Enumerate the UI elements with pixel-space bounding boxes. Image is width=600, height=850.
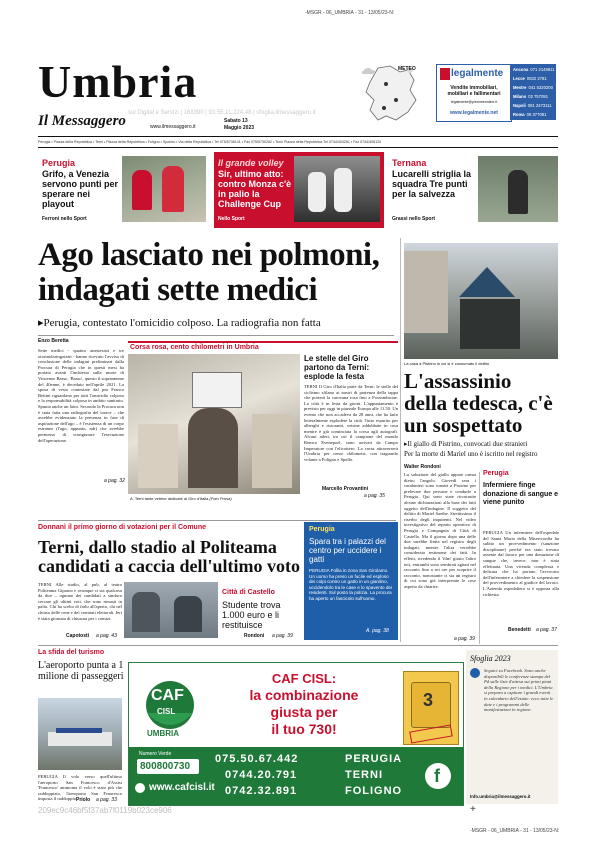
giro-kicker: Corsa rosa, cento chilometri in Umbria [130,344,259,351]
legalmente-phone-row[interactable] [513,67,555,72]
pistrino-subhead1: ▸Il giallo di Pistrino, convocati due stranieri [404,440,528,448]
terni-kicker: Donnanì il primo giorno di votazioni per il Comune [38,524,206,531]
site-link[interactable]: www.ilmessaggero.it [150,124,196,130]
aeroporto-body: PERUGIA Il volo verso quell'ultimo l'aeroporto San Francesco d'Assisi 'Francesco' ammonta il volo è stato più che raddoppiato, l'aeroporto San Francesco imposta il raddoppio. [38,774,122,802]
perugia-box-body: PERUGIA Follia in zona San Girolamo. Un uomo ha preso un fucile ed esploso dei colpi contro un gatto in un giardino, uccidendolo tra le case e lo spavento dei residenti. Sul posto la polizia. La procura ha aperto un fascicolo sull'uomo. [309,568,392,601]
teaser-kicker: Ternana [392,158,427,168]
meteo-map[interactable] [356,64,426,124]
caf-line4: il tuo 730! [271,721,337,737]
pistrino-photo [404,243,558,359]
teaser-title: Sir, ultimo atto: contro Monza c'è in palio la Challenge Cup [218,169,292,209]
giro-caption [130,496,232,501]
safe-icon [403,671,459,745]
terni-body: TERNI Alle studio, al pub, al teatro Politeama Giprano e ovunque ci sia qualcosa da dire – ognuno dei candidati a sindaco cercare gli ultimi voti, che sono rimasti in palio. Chi ha scelto di farlo all'aperto, chi nel chiuso delle cene e dei comitati elettorali. Ieri è stata giornata di chiusura per i comizi. [38,582,122,621]
numero-verde-box[interactable] [137,759,199,774]
pistrino-author: Walter Rondoni [404,464,441,470]
bottom-edition-code: -MSGR - 06_UMBRIA - 31 - 13/05/23-N: [470,828,560,834]
caf-logo-bot: UMBRIA [147,729,179,738]
teaser-kicker: Perugia [42,158,76,168]
meteo-label: METEO [398,66,416,72]
caf-city3: FOLIGNO [345,785,403,797]
legalmente-phone-city: Roma [513,112,525,117]
teaser-row [38,152,558,228]
aeroporto-title: L'aeroporto punta a 1 milione di passeggeri [38,660,124,682]
top-edition-code: -MSGR - 06_UMBRIA - 31 - 13/05/23-N: [305,10,395,16]
lead-headline: Ago lasciato nei polmoni, indagati sette medici [38,237,380,308]
caf-line3: giusta per [270,704,338,720]
caf-url[interactable]: www.cafcisl.it [149,782,215,793]
legalmente-phone-number: 06 377081 [526,112,547,117]
legalmente-phone-city: Milano [513,94,527,99]
masthead-title: Umbria [38,56,198,107]
legalmente-phone-row[interactable] [513,76,555,81]
legalmente-phone-number: 071 2149811 [530,67,555,72]
castello-kicker: Città di Castello [222,589,275,596]
pistrino-caption: La casa a Pistrino in cui si è consumato il delitto [404,361,489,366]
giro-title: Le stelle del Giro partono da Terni: esplode la festa [304,354,370,381]
donazioni-body: PERUGIA Un infermiere dell'ospedale del Santa Maria della Misericordia ha subito un provvedimento (sanzione disciplinare) perché era stato trovato assente dal lavoro per una donazione di sangue che, invece, non è stata effettuata. Una vicenda complessa e delicata che ha portato l'avvocato dell'infermiere a chiedere la sospensione del provvedimento al giudice del lavoro. L'Azienda ospedaliera si è opposta alla richiesta. [483,530,559,597]
crop-mark-icon: + [470,804,476,815]
perugia-box-jump[interactable]: A. pag. 38 [366,628,389,634]
paper-logo: Il Messaggero [38,113,126,129]
terni-headline: Terni, dallo stadio al Politeama candidati a caccia dell'ultimo voto [38,537,300,576]
pistrino-subhead2: Per la morte di Mariel uno è iscritto nel registro [404,450,538,458]
pistrino-body: La soluzione del giallo appare ormai dietro l'angolo. Giovedì sera i carabinieri sono tornati a Pistrino per prelevare due persone e condurle a Perugia. Qui sono state ricostruite alcune dichiarazioni alla base dei fatti oggetto dell'indagine. Il soggetto del delitto di Mariel Saethe. Strettissimo il riserbo degli inquirenti. Nel video investigativo del reparto operativo di Perugia e Compagnia di Città di Castello. Ma il giorno dopo una delle due sarebbe finita nel registro degli indagati, mentre l'altra verrebbe considerata testimone dei fatti. In effetti, rivedendo il 'film' girato l'altro ieri, entrambi sono sembrati agitati nel racconto fino a sei ore per scoprire il racconto, nonostante ci sia un registro di cui sono già interpretate le cose aspetto da chiarire. [404,472,476,589]
legalmente-tag2: mobiliari e fallimentari [447,91,501,97]
teaser-kicker: Il grande volley [218,158,284,168]
teaser-photo [478,156,558,222]
teaser-photo [122,156,206,222]
caf-contact-bar [129,747,463,805]
giro-byline: Marcello Provantini [322,486,369,492]
caf-city1: PERUGIA [345,753,403,765]
globe-icon [135,783,145,793]
giro-credit: (Foto Prosa) [209,496,232,501]
legalmente-phone-number: 0832 2781 [526,76,547,81]
donazioni-kicker: Perugia [483,470,509,477]
pistrino-jump[interactable]: a pag. 39 [454,636,475,642]
aeroporto-photo [38,698,122,770]
legalmente-phone-city: Ancona [513,67,529,72]
terni-jump[interactable]: a pag. 43 [96,633,117,639]
perugia-box-kicker: Perugia [309,526,335,533]
caf-phone1[interactable]: 075.50.67.442 [215,753,299,765]
castello-byline: Rondoni [244,633,265,639]
teaser-photo [294,156,380,222]
lead-subhead: ▸Perugia, contestato l'omicidio colposo. La radiografia non fatta [38,317,321,329]
castello-jump[interactable]: a pag. 39 [272,633,293,639]
safe-digit: 3 [423,690,434,710]
caf-logo [137,679,203,739]
legalmente-phone-number: 02 757091 [528,94,549,99]
aeroporto-jump[interactable]: a pag. 33 [96,797,117,803]
legalmente-phones [510,64,556,120]
lead-jump[interactable]: a pag. 32 [104,478,125,484]
giro-jump[interactable]: a pag. 35 [364,493,385,499]
donazioni-byline: Benedetti [508,627,531,633]
social-body: Seguici su Facebook. Sono anche disponibili le conferenze stampa del Pd sulle liste d'attesa sui primi piani della Regione per i medici. L'Umbria si prepara a ospitare i grandi eventi in calendario dell'estate: ecco tutte le date e i programmi delle manifestazioni in regione. [484,668,554,713]
terni-photo [124,582,218,638]
giro-body: TERNI Il Giro d'Italia parte da Terni: le stelle del ciclismo sfilano ai nastri di partenza della tappa che porterà la carovana rosa fino a Fossombrone. La città è in festa da giorni. L'appuntamento è previsto per oggi in piazzale Europa alle 11.50. Un evento che non accadeva da 28 anni, che ha fatto letteralmente esplodere la città. Tutto esaurito per alberghi e ristoranti, vetrine addobbate in rosa mentre è già cominciata la corsa agli autografi. Alcuni atleti, tra cui il campione del mondo Remco Evenepoel, sono arrivati da Campo Imperatore con l'elicottero. La corsa attraverserà l'Umbria per cento chilometri, con traguardo volante a Foligno e Spello. [304,384,398,462]
social-title: Sfoglia 2023 [470,654,511,663]
teaser-perugia[interactable] [38,152,210,228]
date-day: Sabato 13 [224,118,248,124]
teaser-volley[interactable] [214,152,384,228]
address-strip: Perugia • Piazza della Repubblica • Terni • Piazza della Repubblica • Foligno • Spoleto • Via della Repubblica • Tel 075/5736141 • Fax 075/5730282 • Terni Piazza della Repubblica Tel 0744/404261 • Fax 0744/406120 [38,140,382,144]
legalmente-phone-number: 081 2473111 [527,103,552,108]
date-month: Maggio 2023 [224,125,255,131]
umbria-map-icon [356,64,426,124]
aeroporto-kicker: La sfida del turismo [38,649,105,656]
legalmente-ad[interactable] [436,64,512,122]
facebook-small-icon[interactable] [470,668,480,678]
perugia-box-title: Spara tra i palazzi del centro per uccidere i gatti [309,537,386,564]
legalmente-phone-number: 041 5320200 [528,85,553,90]
teaser-byline: Grassi nello Sport [392,216,436,222]
page-id: 209ec9c46bf5f37ab7f0119b023ce906 [38,806,172,815]
facebook-icon[interactable]: f [425,763,451,789]
teaser-title: Lucarelli striglia la squadra Tre punti per la salvezza [392,169,472,199]
caf-logo-mid: CISL [157,707,176,716]
legalmente-phone-city: Mestre [513,85,527,90]
donazioni-title: Infermiere finge donazione di sangue e viene punito [483,482,559,506]
caf-line2: la combinazione [249,687,359,703]
lead-body: Sette medici - quattro anestesisti e tre otorinolaringoiatri - hanno ricevuto l'avviso di conclusione delle indagini preliminari dalla Procura di Perugia che in questi mesi ha portato avanti l'inchiesta sulla morte di Vincenzo Basso. 'Basso', questo il soprannome del 40enne, è deceduto nell'aprile 2021. La sposa di vesto contestate dal pm Franco Bettini riguardano per tutti l'omicidio colposo e la responsabilità colposa in ambito sanitario. Spunta anche un fatto. Secondo la Procura non è stata fatta una radiografia del torace – che avrebbe evidenziato la presenza in fase di aspirazione dell'ago – è l'esistenza di un corpo estraneo (l'ago, appunto, ndr) che avrebbe permesso di scongiurare l'esecuzione dell'operazione. [38,348,124,443]
legalmente-email[interactable]: legalmente@piemmeonline.it [450,100,498,104]
legalmente-phone-city: Napoli [513,103,526,108]
legalmente-logo: legalmente [451,68,504,79]
numero-verde: 800800730 [140,761,191,772]
caf-phone2[interactable]: 0744.20.791 [225,769,298,781]
teaser-ternana[interactable] [388,152,558,228]
social-box [466,650,558,804]
terni-byline: Capotosti [66,633,90,639]
legalmente-phone-row[interactable] [513,85,555,90]
teaser-byline: Ferroni nello Sport [42,216,87,222]
legalmente-phone-row[interactable] [513,112,555,117]
caf-cisl-ad[interactable] [128,662,464,806]
caf-city2: TERNI [345,769,383,781]
social-email[interactable]: Info.umbria@ilmessaggero.it [470,794,531,799]
aeroporto-byline: Priolo [76,797,91,803]
legalmente-logo-icon [440,68,450,80]
caf-line1: CAF CISL: [271,671,337,686]
perugia-box[interactable] [304,522,398,640]
giro-caption-text: A. Terni tante vetrine dedicate al Giro d'Italia [130,496,209,501]
castello-title: Studente trova 1.000 euro e li restituisce [222,600,281,630]
watermark-text: sul Digital e Servizi | 168390 | 93.55.11.224.48 | sfoglia.ilmessaggero.it [128,110,316,116]
legalmente-phone-row[interactable] [513,103,555,108]
teaser-title: Grifo, a Venezia servono punti per sperare nei playout [42,169,119,209]
pistrino-headline: L'assassinio della tedesca, c'è un sospettato [404,369,553,437]
teaser-byline: Nello Sport [218,216,245,222]
legalmente-phone-row[interactable] [513,94,555,99]
lead-author: Enzo Beretta [38,338,69,344]
donazioni-jump[interactable]: a pag. 37 [536,627,557,633]
legalmente-url[interactable]: www.legalmente.net [450,110,498,116]
legalmente-tag1: Vendite immobiliari, [450,85,498,91]
legalmente-phone-city: Lecce [513,76,525,81]
giro-photo [128,354,300,494]
caf-phone3[interactable]: 0742.32.891 [225,785,298,797]
numero-verde-label: Numero Verde [139,751,172,757]
caf-logo-top: CAF [151,687,184,704]
